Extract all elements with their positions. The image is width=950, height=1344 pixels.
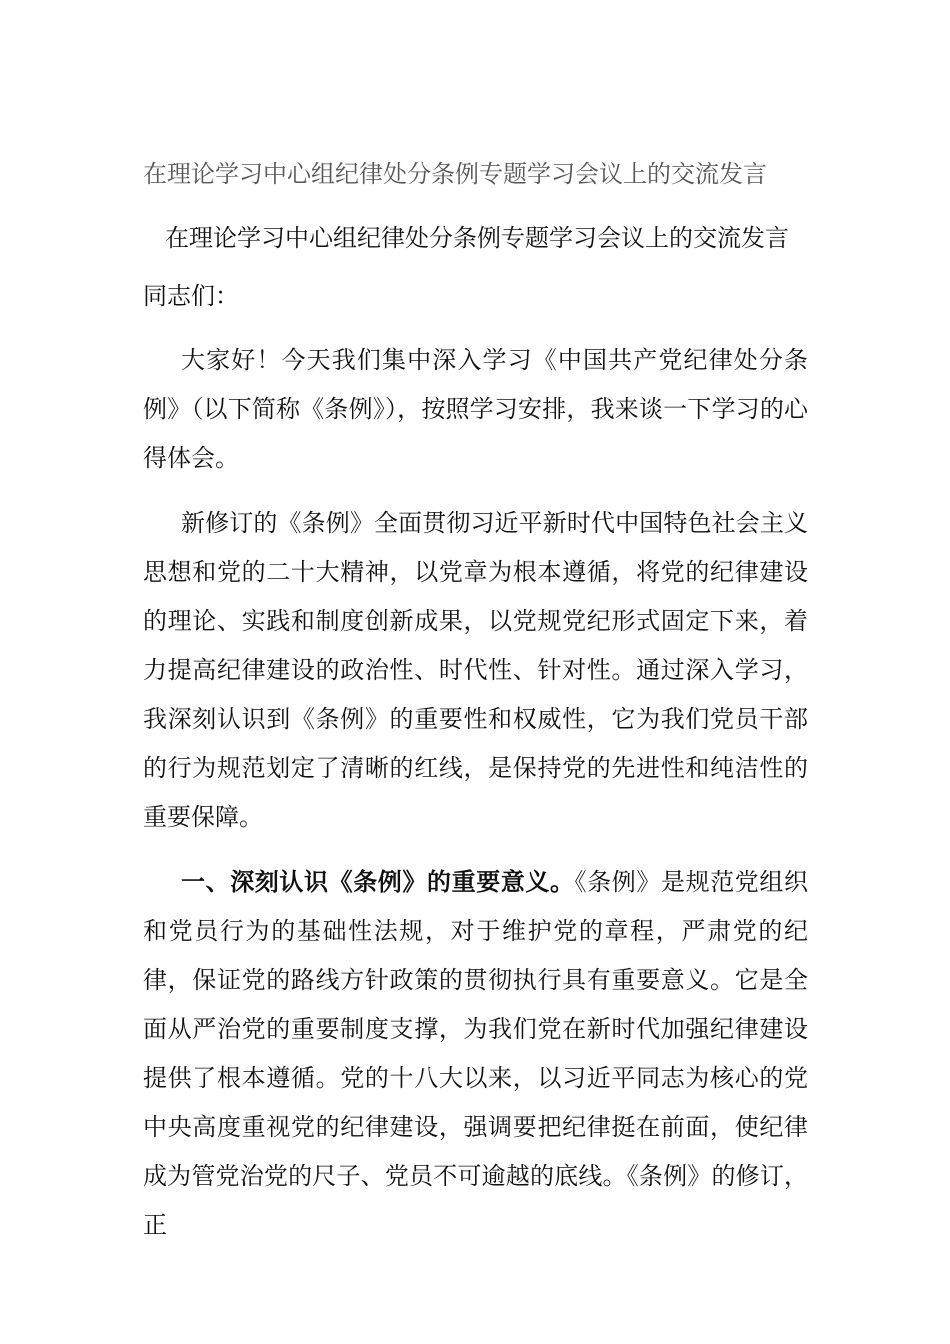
paragraph-text: 《条例》是规范党组织和党员行为的基础性法规，对于维护党的章程，严肃党的纪律，保证党的路线方针政策的贯彻执行具有重要意义。它是全面从严治党的重要制度支撑，为我们党在新时代加强纪律建设提供了根本遵循。党的十八大以来，以习近平同志为核心的党中央高度重视党的纪律建设，强调要把纪律挺在前面，使纪律成为管党治党的尺子、党员不可逾越的底线。《条例》的修订，正 (143, 868, 809, 1239)
running-title: 在理论学习中心组纪律处分条例专题学习会议上的交流发言 (143, 160, 767, 188)
paragraph-section-one (143, 858, 808, 1250)
paragraph-text: 新修订的《条例》全面贯彻习近平新时代中国特色社会主义思想和党的二十大精神，以党章为根本遵循，将党的纪律建设的理论、实践和制度创新成果，以党规党纪形式固定下来，着力提高纪律建设的政治性、时代性、针对性。通过深入学习，我深刻认识到《条例》的重要性和权威性，它为我们党员干部的行为规范划定了清晰的红线，是保持党的先进性和纯洁性的重要保障。 (143, 509, 808, 831)
paragraph-opening (143, 336, 808, 483)
document-body (143, 216, 808, 1250)
paragraph-overview (143, 499, 808, 842)
document-title: 在理论学习中心组纪律处分条例专题学习会议上的交流发言 (165, 224, 789, 252)
paragraph-text: 大家好！今天我们集中深入学习《中国共产党纪律处分条例》（以下简称《条例》），按照学习安排，我来谈一下学习的心得体会。 (143, 346, 808, 472)
section-heading: 一、深刻认识《条例》的重要意义。 (181, 868, 575, 896)
salutation: 同志们： (143, 282, 239, 310)
